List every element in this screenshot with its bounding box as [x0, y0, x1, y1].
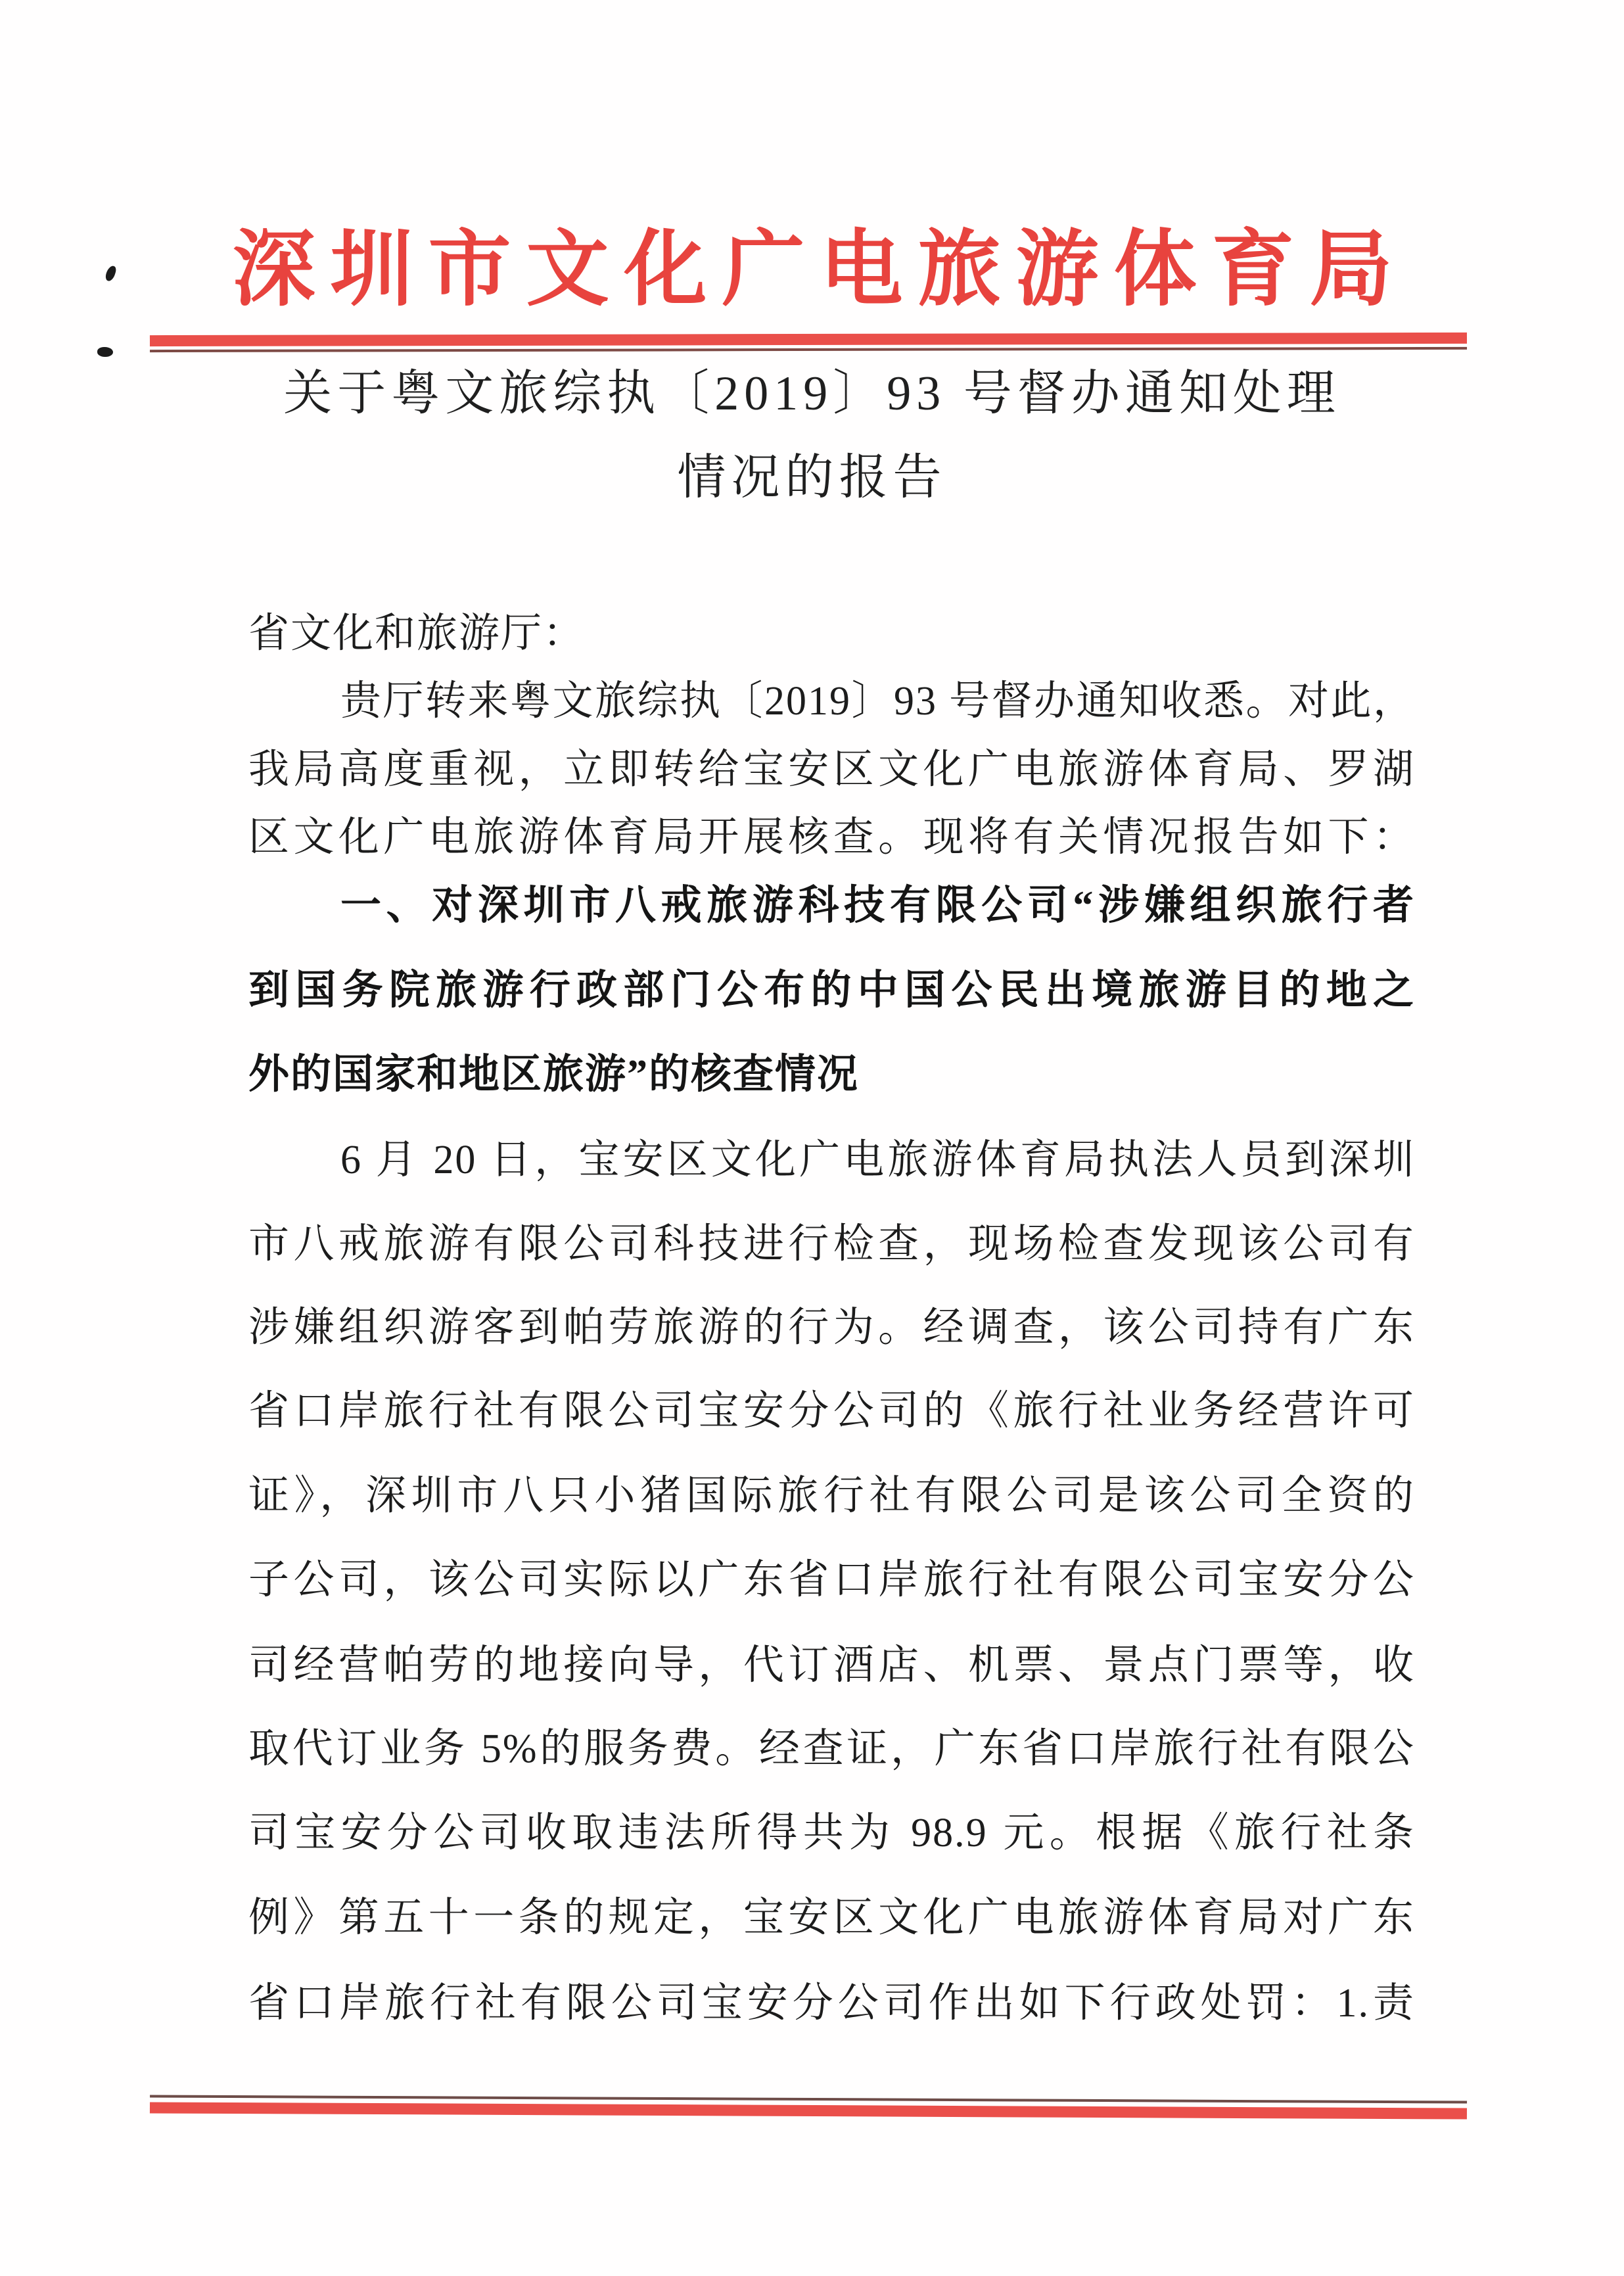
body-line: 市八戒旅游有限公司科技进行检查，现场检查发现该公司有 — [248, 1222, 1415, 1266]
body-line: 司宝安分公司收取违法所得共为 98.9 元。根据《旅行社条 — [248, 1811, 1415, 1855]
body-line: 6 月 20 日，宝安区文化广电旅游体育局执法人员到深圳 — [340, 1138, 1415, 1182]
footer-thick-line — [150, 2102, 1467, 2119]
letterhead-divider — [150, 333, 1467, 352]
body-line: 例》第五十一条的规定，宝安区文化广电旅游体育局对广东 — [248, 1895, 1415, 1940]
divider-thick-line — [150, 333, 1467, 346]
body-line: 证》，深圳市八只小猪国际旅行社有限公司是该公司全资的 — [248, 1474, 1415, 1518]
section-heading-line: 到国务院旅游行政部门公布的中国公民出境旅游目的地之 — [248, 968, 1415, 1013]
letterhead-title: 深圳市文化广电旅游体育局 — [232, 225, 1408, 316]
footer-thin-line — [150, 2095, 1467, 2103]
document-title-line-2: 情况的报告 — [677, 451, 947, 505]
divider-thin-line — [150, 347, 1467, 352]
body-line: 司经营帕劳的地接向导，代订酒店、机票、景点门票等，收 — [248, 1643, 1415, 1688]
body-line: 涉嫌组织游客到帕劳旅游的行为。经调查，该公司持有广东 — [248, 1305, 1415, 1350]
body-line: 子公司，该公司实际以广东省口岸旅行社有限公司宝安分公 — [248, 1558, 1415, 1602]
body-line: 省口岸旅行社有限公司宝安分公司作出如下行政处罚：1.责 — [248, 1981, 1415, 2026]
body-line: 省口岸旅行社有限公司宝安分公司的《旅行社业务经营许可 — [248, 1389, 1415, 1433]
section-heading-line: 外的国家和地区旅游”的核查情况 — [248, 1052, 860, 1097]
footer-divider — [150, 2095, 1467, 2119]
document-title-line-1: 关于粤文旅综执〔2019〕93 号督办通知处理 — [283, 367, 1341, 421]
salutation: 省文化和旅游厅： — [248, 611, 586, 656]
body-line: 区文化广电旅游体育局开展核查。现将有关情况报告如下： — [248, 815, 1415, 860]
body-line: 取代订业务 5%的服务费。经查证，广东省口岸旅行社有限公 — [248, 1727, 1415, 1771]
section-heading-line: 一、对深圳市八戒旅游科技有限公司“涉嫌组织旅行者 — [340, 883, 1415, 928]
ink-speck — [97, 347, 113, 357]
body-line: 贵厅转来粤文旅综执〔2019〕93 号督办通知收悉。对此， — [340, 679, 1415, 724]
body-line: 我局高度重视，立即转给宝安区文化广电旅游体育局、罗湖 — [248, 747, 1415, 792]
